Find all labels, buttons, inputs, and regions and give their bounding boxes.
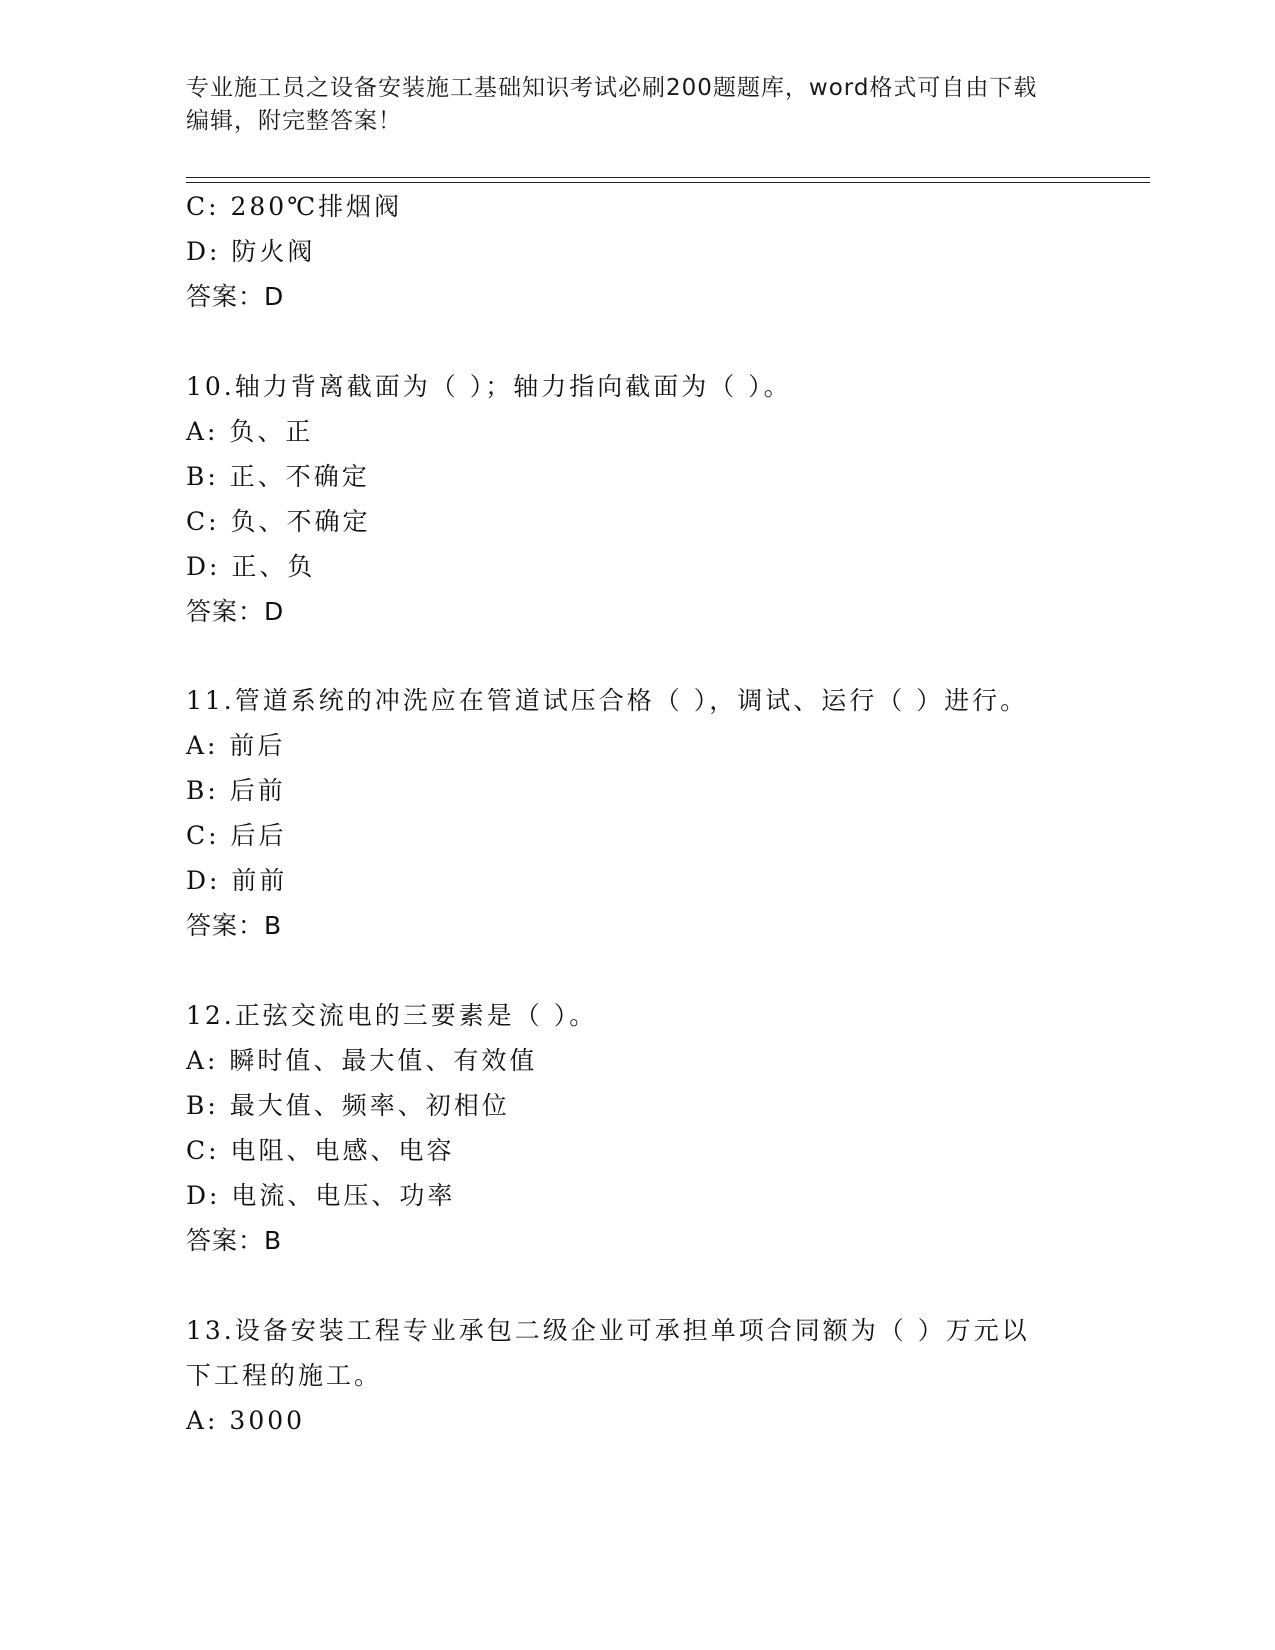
q12-question: 12.正弦交流电的三要素是（ ）。 <box>186 1001 598 1030</box>
header-divider-top <box>186 177 1150 178</box>
q11-question: 11.管道系统的冲洗应在管道试压合格（ ），调试、运行（ ）进行。 <box>186 686 1029 715</box>
q11-answer: 答案：B <box>186 911 283 940</box>
q11-option-a: A: 前后 <box>186 731 286 760</box>
header-title-line-1: 专业施工员之设备安装施工基础知识考试必刷200题题库，word格式可自由下载 <box>186 75 1038 101</box>
q12-answer: 答案：B <box>186 1226 283 1255</box>
q9-option-d: D: 防火阀 <box>186 237 316 266</box>
q11-option-c: C: 后后 <box>186 821 287 850</box>
q10-option-b: B: 正、不确定 <box>186 462 370 491</box>
q13-question-line-1: 13.设备安装工程专业承包二级企业可承担单项合同额为（ ）万元以 <box>186 1316 1030 1345</box>
document-header <box>186 72 1086 138</box>
header-title-line-2: 编辑，附完整答案！ <box>186 108 402 134</box>
header-divider-bottom <box>186 182 1150 183</box>
q11-option-b: B: 后前 <box>186 776 286 805</box>
q10-question: 10.轴力背离截面为（ ）；轴力指向截面为（ ）。 <box>186 372 792 401</box>
q10-answer: 答案：D <box>186 597 285 626</box>
q12-option-a: A: 瞬时值、最大值、有效值 <box>186 1046 538 1075</box>
q11-option-d: D: 前前 <box>186 866 288 895</box>
q9-option-c: C: 280℃排烟阀 <box>186 192 403 221</box>
q10-option-c: C: 负、不确定 <box>186 507 371 536</box>
q12-option-c: C: 电阻、电感、电容 <box>186 1136 455 1165</box>
q13-option-a: A: 3000 <box>186 1406 306 1435</box>
q9-answer: 答案：D <box>186 282 285 311</box>
q10-option-a: A: 负、正 <box>186 417 314 446</box>
q13-question-line-2: 下工程的施工。 <box>186 1361 383 1390</box>
q12-option-d: D: 电流、电压、功率 <box>186 1181 456 1210</box>
q12-option-b: B: 最大值、频率、初相位 <box>186 1091 510 1120</box>
q10-option-d: D: 正、负 <box>186 552 316 581</box>
